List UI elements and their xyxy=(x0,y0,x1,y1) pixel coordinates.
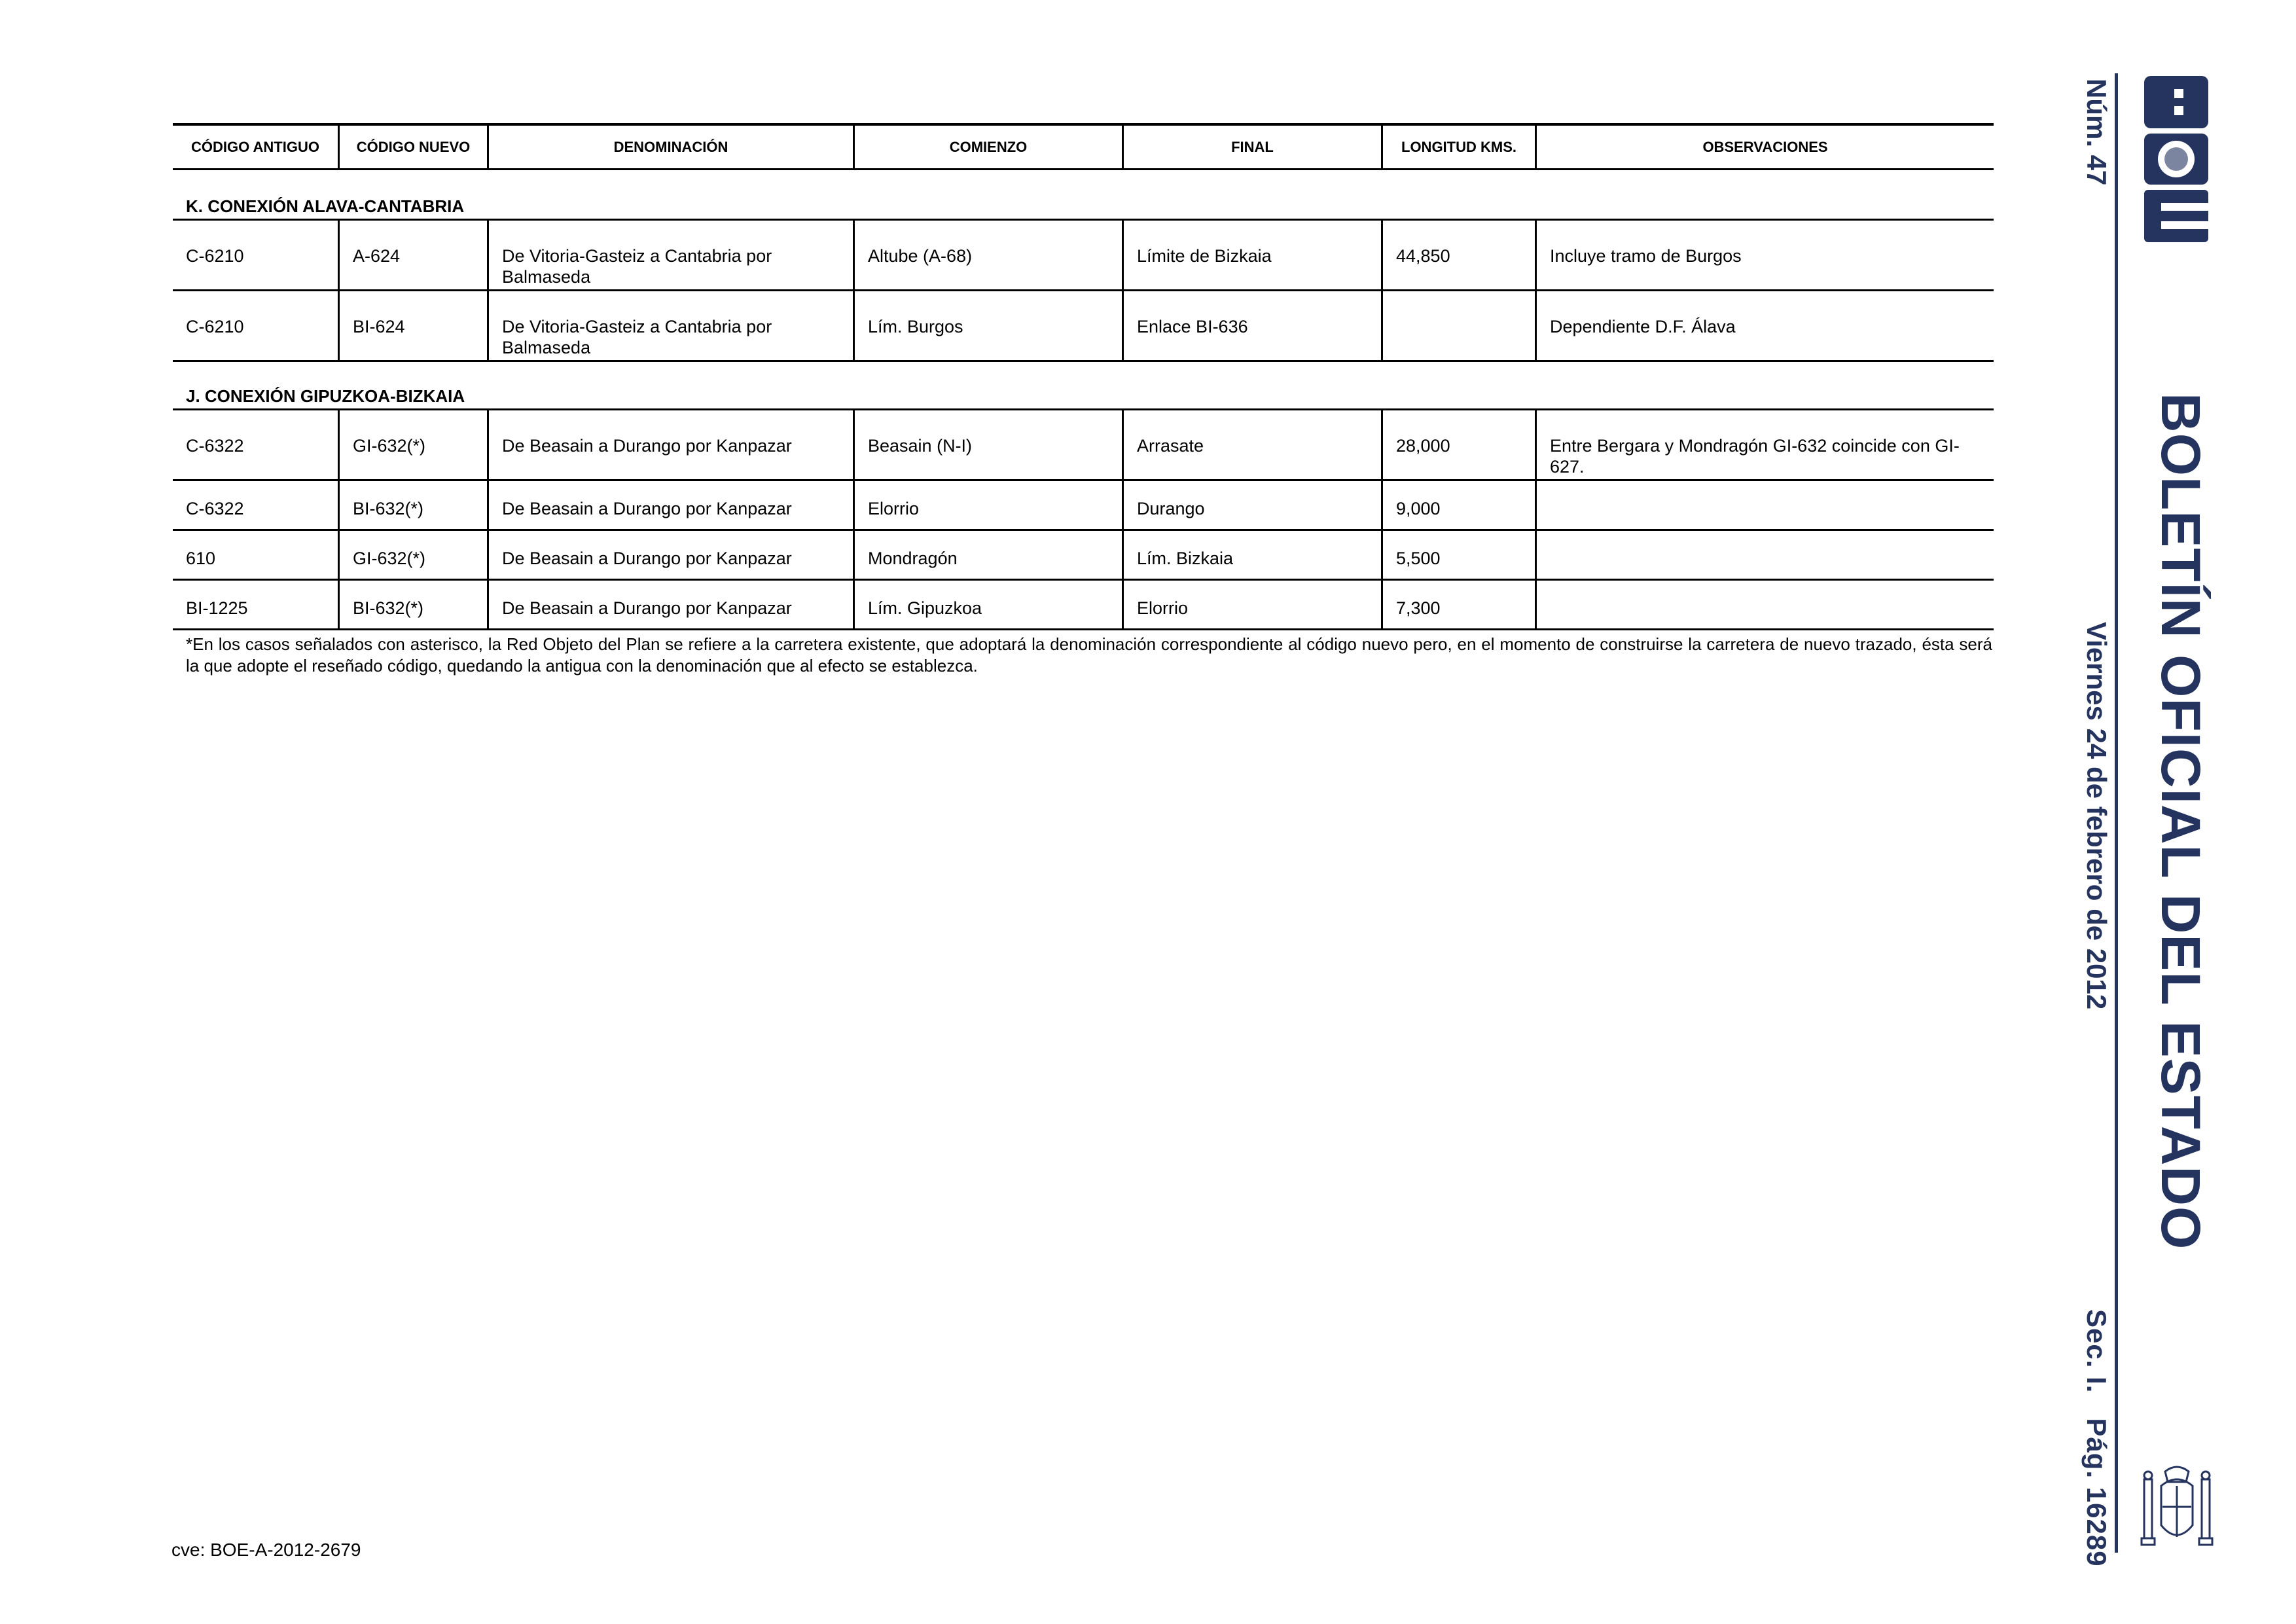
table-row xyxy=(173,481,1994,531)
cell-comienzo xyxy=(855,291,1122,360)
header-denominacion: DENOMINACIÓN xyxy=(613,139,728,155)
cell-codigo-nuevo-text: BI-632(*) xyxy=(353,499,424,518)
cell-denominacion-text: De Vitoria-Gasteiz a Cantabria por Balmaseda xyxy=(502,246,772,287)
cell-final-text: Durango xyxy=(1137,499,1205,518)
cell-final xyxy=(1124,221,1381,289)
cell-longitud-text: 9,000 xyxy=(1396,499,1441,518)
cell-longitud xyxy=(1383,410,1535,479)
header-observaciones: OBSERVACIONES xyxy=(1702,139,1828,155)
cell-longitud xyxy=(1383,581,1535,628)
cell-codigo-nuevo xyxy=(340,410,487,479)
cell-observaciones xyxy=(1537,291,1994,360)
cell-denominacion xyxy=(489,410,853,479)
issue-date: Viernes 24 de febrero de 2012 xyxy=(2081,622,2112,1010)
cell-final-text: Arrasate xyxy=(1137,436,1204,456)
cell-codigo-antiguo-text: C-6210 xyxy=(186,246,244,266)
table-header xyxy=(173,123,1994,170)
cell-comienzo-text: Lím. Burgos xyxy=(868,317,963,336)
cell-codigo-nuevo-text: BI-632(*) xyxy=(353,598,424,618)
table-row xyxy=(173,581,1994,630)
cell-final xyxy=(1124,410,1381,479)
cell-longitud xyxy=(1383,481,1535,529)
cell-codigo-nuevo xyxy=(340,531,487,579)
cell-longitud-text: 28,000 xyxy=(1396,436,1450,456)
cell-final-text: Enlace BI-636 xyxy=(1137,317,1248,336)
cell-denominacion-text: De Beasain a Durango por Kanpazar xyxy=(502,549,792,568)
cell-final xyxy=(1124,581,1381,628)
cell-codigo-nuevo-text: BI-624 xyxy=(353,317,405,336)
cell-observaciones-text: Incluye tramo de Burgos xyxy=(1550,246,1742,266)
cell-longitud xyxy=(1383,291,1535,360)
cell-codigo-antiguo-text: BI-1225 xyxy=(186,598,248,618)
cell-longitud-text: 44,850 xyxy=(1396,246,1450,266)
table-row xyxy=(173,531,1994,581)
cell-comienzo xyxy=(855,531,1122,579)
cell-denominacion-text: De Beasain a Durango por Kanpazar xyxy=(502,436,792,456)
header-longitud: LONGITUD KMS. xyxy=(1401,139,1516,155)
cell-codigo-antiguo xyxy=(173,410,338,479)
cell-observaciones xyxy=(1537,221,1994,289)
cell-observaciones xyxy=(1537,481,1994,529)
cell-longitud xyxy=(1383,221,1535,289)
cell-observaciones xyxy=(1537,581,1994,628)
cell-observaciones-text: Dependiente D.F. Álava xyxy=(1550,317,1736,336)
cell-codigo-antiguo xyxy=(173,291,338,360)
cell-denominacion xyxy=(489,291,853,360)
cell-codigo-antiguo-text: C-6322 xyxy=(186,436,244,456)
cell-comienzo-text: Mondragón xyxy=(868,549,958,568)
cell-final-text: Lím. Bizkaia xyxy=(1137,549,1234,568)
cell-comienzo-text: Lím. Gipuzkoa xyxy=(868,598,982,618)
header-codigo-nuevo: CÓDIGO NUEVO xyxy=(356,139,471,155)
cell-codigo-nuevo xyxy=(340,291,487,360)
cell-final-text: Elorrio xyxy=(1137,598,1189,618)
cell-final-text: Límite de Bizkaia xyxy=(1137,246,1272,266)
boe-logo xyxy=(2142,73,2211,245)
roads-table xyxy=(173,123,1994,618)
cell-comienzo-text: Altube (A-68) xyxy=(868,246,973,266)
cell-observaciones-text: Entre Bergara y Mondragón GI-632 coincide con GI-627. xyxy=(1550,436,1960,477)
table-row xyxy=(173,221,1994,291)
cell-observaciones xyxy=(1537,410,1994,479)
header-codigo-antiguo: CÓDIGO ANTIGUO xyxy=(191,139,319,155)
cell-final xyxy=(1124,531,1381,579)
cell-codigo-nuevo xyxy=(340,221,487,289)
cell-denominacion xyxy=(489,481,853,529)
cell-denominacion-text: De Beasain a Durango por Kanpazar xyxy=(502,499,792,518)
cell-denominacion-text: De Beasain a Durango por Kanpazar xyxy=(502,598,792,618)
cell-comienzo xyxy=(855,481,1122,529)
cell-comienzo xyxy=(855,410,1122,479)
bulletin-title: BOLETÍN OFICIAL DEL ESTADO xyxy=(2150,393,2212,1250)
section-title-j: J. CONEXIÓN GIPUZKOA-BIZKAIA xyxy=(186,386,465,406)
cell-denominacion xyxy=(489,531,853,579)
cell-codigo-antiguo-text: 610 xyxy=(186,549,216,568)
cell-codigo-antiguo xyxy=(173,481,338,529)
cell-final xyxy=(1124,481,1381,529)
sidebar-rule xyxy=(2115,73,2118,1553)
cell-codigo-nuevo xyxy=(340,581,487,628)
section-title-k: K. CONEXIÓN ALAVA-CANTABRIA xyxy=(186,196,465,216)
cell-codigo-nuevo-text: GI-632(*) xyxy=(353,436,426,456)
section-page: Sec. I. Pág. 16289 xyxy=(2081,1309,2112,1567)
coat-of-arms-icon xyxy=(2135,1460,2219,1554)
cve-code: cve: BOE-A-2012-2679 xyxy=(171,1540,361,1560)
cell-comienzo xyxy=(855,581,1122,628)
cell-final xyxy=(1124,291,1381,360)
cell-codigo-antiguo xyxy=(173,221,338,289)
cell-denominacion xyxy=(489,221,853,289)
header-final: FINAL xyxy=(1231,139,1274,155)
cell-denominacion xyxy=(489,581,853,628)
cell-codigo-antiguo xyxy=(173,531,338,579)
cell-comienzo-text: Elorrio xyxy=(868,499,920,518)
cell-codigo-antiguo xyxy=(173,581,338,628)
table-row xyxy=(173,291,1994,362)
cell-codigo-antiguo-text: C-6210 xyxy=(186,317,244,336)
cell-comienzo-text: Beasain (N-I) xyxy=(868,436,973,456)
cell-denominacion-text: De Vitoria-Gasteiz a Cantabria por Balmaseda xyxy=(502,317,772,357)
cell-observaciones xyxy=(1537,531,1994,579)
cell-codigo-antiguo-text: C-6322 xyxy=(186,499,244,518)
cell-longitud-text: 7,300 xyxy=(1396,598,1441,618)
cell-codigo-nuevo xyxy=(340,481,487,529)
cell-longitud-text: 5,500 xyxy=(1396,549,1441,568)
footnote: *En los casos señalados con asterisco, la Red Objeto del Plan se refiere a la carretera existente, que adoptará la denominación correspondiente al código nuevo pero, en el momento de construirse la carretera de nuevo trazado, ésta será la que adopte el reseñado código, quedando la antigua con la denominación que al efecto se establezca. xyxy=(186,634,1992,676)
header-comienzo: COMIENZO xyxy=(949,139,1028,155)
cell-comienzo xyxy=(855,221,1122,289)
issue-number: Núm. 47 xyxy=(2081,79,2112,186)
cell-codigo-nuevo-text: A-624 xyxy=(353,246,401,266)
cell-codigo-nuevo-text: GI-632(*) xyxy=(353,549,426,568)
cell-longitud xyxy=(1383,531,1535,579)
table-row xyxy=(173,410,1994,481)
